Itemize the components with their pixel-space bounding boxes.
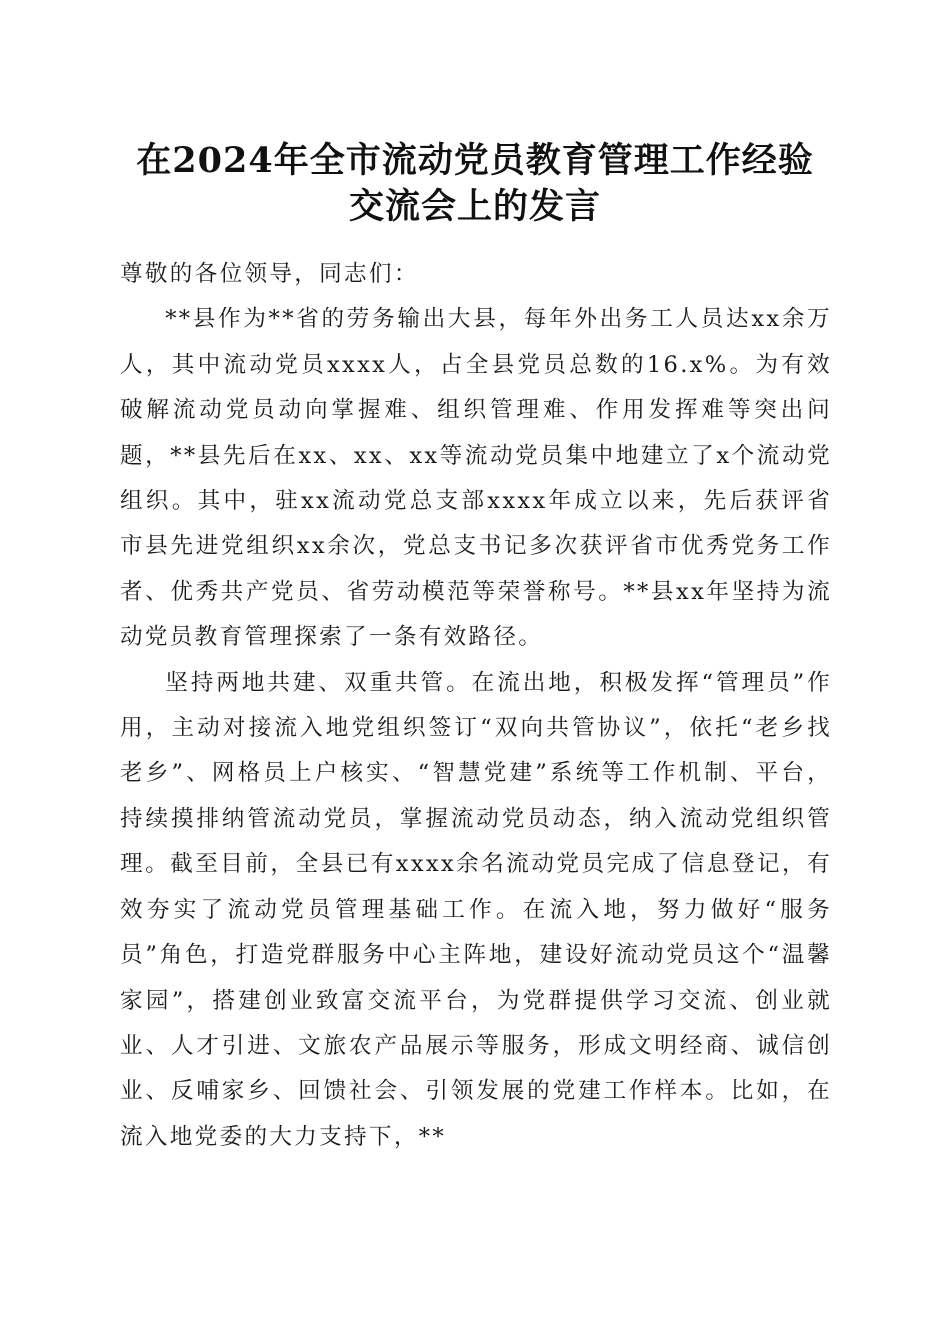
body-paragraph-2: 坚持两地共建、双重共管。在流出地，积极发挥“管理员”作用，主动对接流入地党组织签订“双向共管协议”，依托“老乡找老乡”、网格员上户核实、“智慧党建”系统等工作机制、平台，持续摸排纳管流动党员，掌握流动党员动态，纳入流动党组织管理。截至目前，全县已有xxxx余名流动党员完成了信息登记，有效夯实了流动党员管理基础工作。在流入地，努力做好“服务员”角色，打造党群服务中心主阵地，建设好流动党员这个“温馨家园”，搭建创业致富交流平台，为党群提供学习交流、创业就业、人才引进、文旅农产品展示等服务，形成文明经商、诚信创业、反哺家乡、回馈社会、引领发展的党建工作样本。比如，在流入地党委的大力支持下，** (120, 669, 832, 1150)
document-body (120, 252, 832, 1160)
body-paragraph-1: **县作为**省的劳务输出大县，每年外出务工人员达xx余万人，其中流动党员xxxx人，占全县党员总数的16.x%。为有效破解流动党员动向掌握难、组织管理难、作用发挥难等突出问题，**县先后在xx、xx、xx等流动党员集中地建立了x个流动党组织。其中，驻xx流动党总支部xxxx年成立以来，先后获评省市县先进党组织xx余次，党总支书记多次获评省市优秀党务工作者、优秀共产党员、省劳动模范等荣誉称号。**县xx年坚持为流动党员教育管理探索了一条有效路径。 (120, 306, 832, 651)
document-title: 在2024年全市流动党员教育管理工作经验交流会上的发言 (136, 140, 814, 227)
salutation: 尊敬的各位领导，同志们： (120, 261, 419, 287)
